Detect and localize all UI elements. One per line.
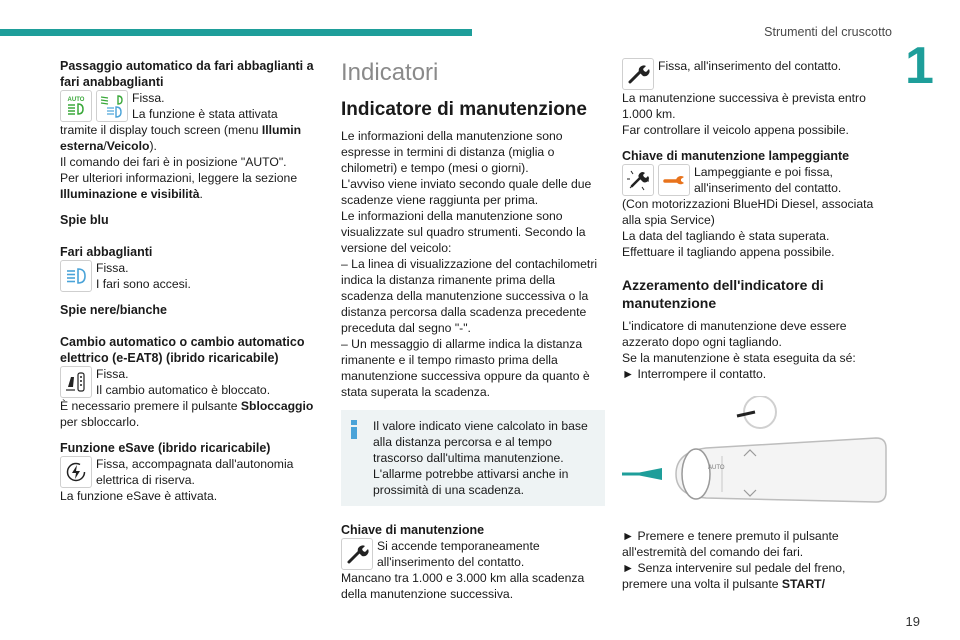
chapter-number: 1 — [905, 37, 934, 95]
auto-command-text: Il comando dei fari è in posizione "AUTO". — [60, 155, 287, 169]
wrench-fixed-action: Far controllare il veicolo appena possibile. — [622, 123, 849, 137]
wrench-desc: Si accende temporaneamente all'inserimento del contatto. — [377, 539, 540, 569]
reset-para-1: L'indicatore di manutenzione deve essere azzerato dopo ogni tagliando. — [622, 319, 847, 349]
high-beam-status: Fissa. — [96, 261, 129, 275]
info-text: Il valore indicato viene calcolato in base alla distanza percorsa e al tempo trascorso dall'ultima manutenzione. L'allarme potrebbe attivarsi anche in prossimità di una scadenza. — [373, 419, 588, 497]
svg-text:AUTO: AUTO — [67, 97, 85, 103]
auto-headlight-row — [60, 90, 326, 122]
blinking-wrench-row — [622, 164, 888, 196]
reset-step-1: ► Interrompere il contatto. — [622, 367, 767, 381]
foot-on-brake-gear-icon — [60, 366, 92, 398]
black-white-lights-heading: Spie nere/bianche — [60, 303, 167, 317]
wrench-fixed-desc: La manutenzione successiva è prevista entro 1.000 km. — [622, 91, 866, 121]
esave-status: Fissa, accompagnata dall'autonomia elettrica di riserva. — [96, 457, 294, 487]
maintenance-para-2: L'avviso viene inviato secondo quale delle due scadenze viene raggiunta per prima. — [341, 177, 592, 207]
header-accent-bar — [0, 29, 472, 36]
maintenance-para-1: Le informazioni della manutenzione sono espresse in termini di distanza (miglia o chilometri) e tempo (mesi o giorni). — [341, 129, 563, 175]
high-beam-heading: Fari abbaglianti — [60, 245, 153, 259]
column-3 — [622, 58, 888, 592]
blinking-wrench-icon — [622, 164, 654, 196]
gearbox-row — [60, 366, 326, 398]
auto-desc: La funzione è stata attivata — [132, 107, 278, 121]
wrench-icon — [341, 538, 373, 570]
auto-high-beam-green-icon — [60, 90, 92, 122]
auto-status: Fissa. — [132, 91, 165, 105]
page-number: 19 — [905, 614, 920, 629]
wrench-heading: Chiave di manutenzione — [341, 523, 485, 537]
reset-step-2: ► Premere e tenere premuto il pulsante all'estremità del comando dei fari. — [622, 529, 839, 559]
wrench-row — [341, 538, 605, 570]
high-beam-row — [60, 260, 326, 292]
headlight-stalk-illustration — [622, 396, 888, 520]
section-title: Strumenti del cruscotto — [764, 25, 892, 39]
blinking-wrench-diesel: (Con motorizzazioni BlueHDi Diesel, associata alla spia Service) — [622, 197, 874, 227]
maintenance-indicator-title: Indicatore di manutenzione — [341, 99, 587, 120]
column-1 — [60, 58, 326, 504]
esave-heading: Funzione eSave (ibrido ricaricabile) — [60, 441, 271, 455]
auto-menu-text: tramite il display touch screen (menu Illumin esterna/Veicolo). — [60, 123, 302, 153]
maintenance-para-5: – Un messaggio di allarme indica la distanza rimanente e il tempo rimasto prima della manutenzione successiva oppure da quanto è stata superata la scadenza. — [341, 337, 590, 399]
orange-wrench-icon — [658, 164, 690, 196]
gearbox-heading: Cambio automatico o cambio automatico elettrico (e-EAT8) (ibrido ricaricabile) — [60, 335, 305, 365]
column-2 — [341, 58, 605, 602]
auto-low-beam-blue-icon — [96, 90, 128, 122]
blinking-wrench-action: Effettuare il tagliando appena possibile. — [622, 245, 835, 259]
gearbox-status: Fissa. — [96, 367, 129, 381]
wrench-fixed-status: Fissa, all'inserimento del contatto. — [658, 59, 842, 73]
blinking-wrench-heading: Chiave di manutenzione lampeggiante — [622, 149, 850, 163]
esave-desc: La funzione eSave è attivata. — [60, 489, 218, 503]
auto-more-info: Per ulteriori informazioni, leggere la sezione Illuminazione e visibilità. — [60, 171, 298, 201]
blue-lights-heading: Spie blu — [60, 213, 109, 227]
info-box — [341, 410, 605, 506]
blinking-wrench-desc: Lampeggiante e poi fissa, all'inserimento del contatto. — [694, 165, 842, 195]
maintenance-para-4: – La linea di visualizzazione del contachilometri indica la distanza rimanente prima della scadenza della manutenzione successiva o la distanza percorsa dalla scadenza precedente preceduta dal segno "-". — [341, 257, 598, 335]
esave-icon — [60, 456, 92, 488]
esave-row — [60, 456, 326, 488]
blinking-wrench-overdue: La data del tagliando è stata superata. — [622, 229, 830, 243]
wrench-fixed-icon — [622, 58, 654, 90]
high-beam-desc: I fari sono accesi. — [96, 277, 191, 291]
wrench-fixed-row — [622, 58, 888, 90]
auto-headlight-heading: Passaggio automatico da fari abbaglianti a fari anabbaglianti — [60, 59, 314, 89]
gearbox-desc: Il cambio automatico è bloccato. — [96, 383, 271, 397]
reset-para-2: Se la manutenzione è stata eseguita da sé: — [622, 351, 856, 365]
reset-heading: Azzeramento dell'indicatore di manutenzione — [622, 277, 824, 311]
indicators-title: Indicatori — [341, 59, 439, 86]
wrench-distance: Mancano tra 1.000 e 3.000 km alla scadenza della manutenzione successiva. — [341, 571, 585, 601]
svg-text:AUTO: AUTO — [708, 465, 725, 471]
maintenance-para-3: Le informazioni della manutenzione sono visualizzate sul quadro strumenti. Secondo la versione del veicolo: — [341, 209, 586, 255]
high-beam-icon — [60, 260, 92, 292]
gearbox-unlock-text: È necessario premere il pulsante Sbloccaggio per sbloccarlo. — [60, 399, 314, 429]
reset-step-3: ► Senza intervenire sul pedale del freno, premere una volta il pulsante START/ — [622, 561, 846, 591]
info-icon — [351, 420, 357, 438]
